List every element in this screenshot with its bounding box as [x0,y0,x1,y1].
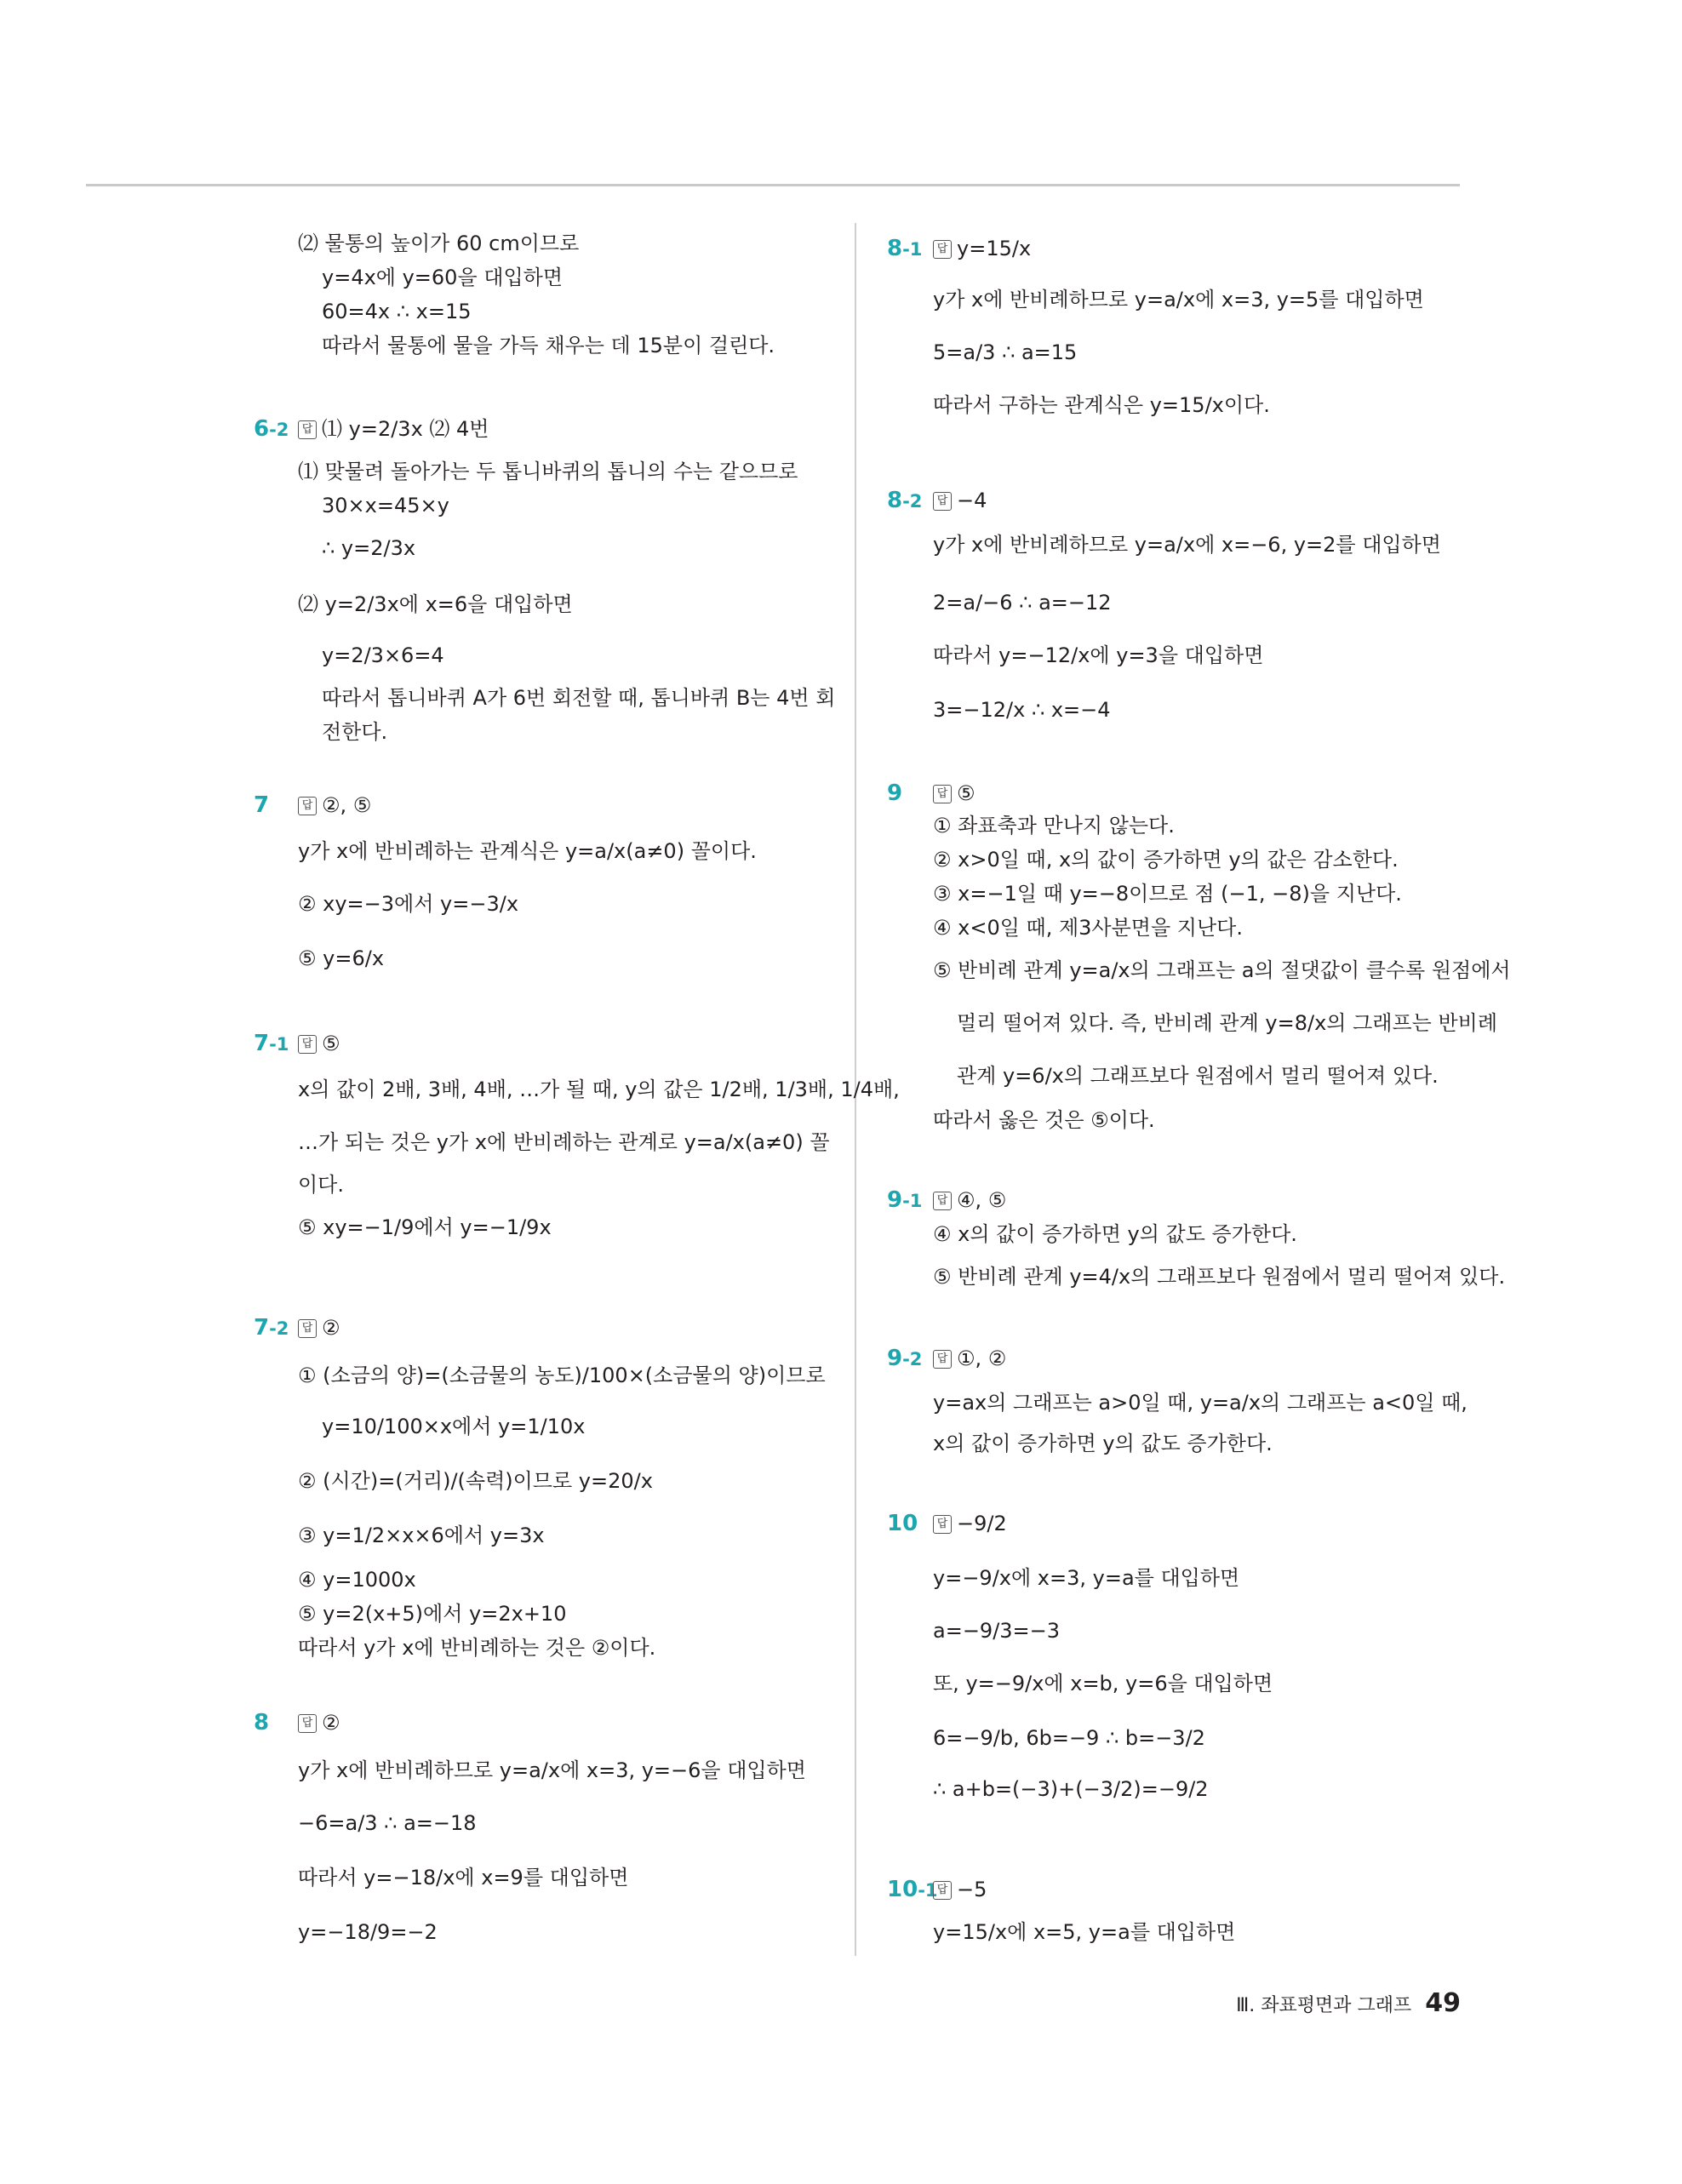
problem-number: 9-1 [887,1187,923,1213]
text-line: 따라서 구하는 관계식은 y=15/x이다. [933,393,1270,417]
math-line: y=2/3×6=4 [322,643,444,667]
answer-line [933,1183,1006,1217]
answer-text: y=15/x [957,237,1032,260]
answer-line [933,483,987,517]
text-line: 따라서 톱니바퀴 A가 6번 회전할 때, 톱니바퀴 B는 4번 회 [322,686,836,710]
answer-icon: 답 [933,1350,952,1369]
page-footer [1236,1988,1461,2018]
text-line: y가 x에 반비례하므로 y=a/x에 x=3, y=−6을 대입하면 [298,1758,806,1782]
problem-number: 9 [887,780,903,806]
problem-number: 7-1 [254,1031,289,1056]
page-number: 49 [1425,1988,1461,2018]
problem-number: 8-1 [887,236,923,261]
answer-line [298,1026,340,1061]
answer-text: ⑤ [957,781,975,805]
answer-line [933,232,1031,266]
text-line: ① 좌표축과 만나지 않는다. [933,814,1175,838]
math-line: y=−9/x에 x=3, y=a를 대입하면 [933,1566,1240,1590]
math-line: a=−9/3=−3 [933,1619,1061,1643]
problem-number: 7 [254,792,270,818]
math-line: −6=a/3 ∴ a=−18 [298,1811,477,1835]
answer-icon: 답 [933,1192,952,1210]
text-line: ⑤ 반비례 관계 y=a/x의 그래프는 a의 절댓값이 클수록 원점에서 [933,958,1511,982]
math-line: ② (시간)=(거리)/(속력)이므로 y=20/x [298,1469,653,1493]
math-line: ∴ a+b=(−3)+(−3/2)=−9/2 [933,1777,1209,1801]
answer-text: −5 [957,1878,987,1901]
text-line: 따라서 y가 x에 반비례하는 것은 ②이다. [298,1636,656,1660]
text-line: …가 되는 것은 y가 x에 반비례하는 관계로 y=a/x(a≠0) 꼴 [298,1130,830,1154]
math-line: 2=a/−6 ∴ a=−12 [933,591,1112,615]
math-line: y=−18/9=−2 [298,1920,438,1944]
math-line: ⑤ xy=−1/9에서 y=−1/9x [298,1215,552,1239]
answer-icon: 답 [933,785,952,803]
math-line: 30×x=45×y [322,494,449,517]
answer-line [298,1706,340,1740]
math-line: 5=a/3 ∴ a=15 [933,340,1078,364]
answer-line [933,1341,1006,1375]
text-line: ⑴ 맞물려 돌아가는 두 톱니바퀴의 톱니의 수는 같으므로 [298,460,798,483]
problem-number: 9-2 [887,1346,923,1371]
problem-number: 6-2 [254,416,289,442]
text-line: y=ax의 그래프는 a>0일 때, y=a/x의 그래프는 a<0일 때, [933,1391,1467,1415]
answer-text: −9/2 [957,1512,1007,1535]
text-line: ② x>0일 때, x의 값이 증가하면 y의 값은 감소한다. [933,848,1399,872]
answer-icon: 답 [298,1035,317,1054]
answer-icon: 답 [298,797,317,815]
answer-icon: 답 [298,1714,317,1733]
answer-text: ② [322,1316,340,1340]
text-line: 따라서 y=−18/x에 x=9를 대입하면 [298,1866,629,1890]
answer-line [298,788,371,822]
problem-number: 7-2 [254,1315,289,1341]
text-line: x의 값이 2배, 3배, 4배, …가 될 때, y의 값은 1/2배, 1/3배, 1/4배, [298,1078,900,1101]
answer-text: −4 [957,489,987,512]
answer-icon: 답 [298,1319,317,1338]
chapter-title: Ⅲ. 좌표평면과 그래프 [1236,1995,1412,2016]
math-line: ∴ y=2/3x [322,536,416,560]
text-line: ③ x=−1일 때 y=−8이므로 점 (−1, −8)을 지난다. [933,882,1402,906]
text-line: y가 x에 반비례하므로 y=a/x에 x=3, y=5를 대입하면 [933,288,1424,312]
math-line: ④ y=1000x [298,1568,416,1592]
problem-number: 10 [887,1511,918,1536]
answer-icon: 답 [298,420,317,439]
math-line: 3=−12/x ∴ x=−4 [933,698,1111,722]
answer-text: ①, ② [957,1346,1007,1370]
text-line: 멀리 떨어져 있다. 즉, 반비례 관계 y=8/x의 그래프는 반비례 [957,1011,1498,1035]
text-line: 관계 y=6/x의 그래프보다 원점에서 멀리 떨어져 있다. [957,1064,1439,1088]
answer-line [933,776,975,810]
answer-line [298,1311,340,1345]
text-line: ① (소금의 양)=(소금물의 농도)/100×(소금물의 양)이므로 [298,1364,826,1387]
math-line: ⑤ y=6/x [298,946,385,970]
text-line: ⑤ 반비례 관계 y=4/x의 그래프보다 원점에서 멀리 떨어져 있다. [933,1265,1506,1289]
text-line: 이다. [298,1173,344,1197]
text-line: ④ x의 값이 증가하면 y의 값도 증가한다. [933,1222,1297,1246]
answer-line [933,1507,1007,1541]
answer-text: ②, ⑤ [322,793,372,817]
math-line: 60=4x ∴ x=15 [322,300,472,323]
problem-number: 8-2 [887,488,923,513]
text-line: 전한다. [322,720,388,744]
answer-line [933,1872,987,1907]
problem-number: 8 [254,1710,270,1735]
answer-text: ⑴ y=2/3x ⑵ 4번 [322,417,489,441]
answer-icon: 답 [933,492,952,511]
math-line: ⑵ y=2/3x에 x=6을 대입하면 [298,592,573,616]
text-line: 따라서 y=−12/x에 y=3을 대입하면 [933,643,1264,667]
math-line: ② xy=−3에서 y=−3/x [298,892,519,916]
math-line: 6=−9/b, 6b=−9 ∴ b=−3/2 [933,1726,1205,1750]
answer-text: ④, ⑤ [957,1188,1007,1212]
answer-text: ② [322,1711,340,1735]
answer-icon: 답 [933,1881,952,1900]
text-line: x의 값이 증가하면 y의 값도 증가한다. [933,1432,1273,1455]
answer-icon: 답 [933,240,952,259]
text-line: 따라서 옳은 것은 ⑤이다. [933,1108,1155,1132]
text-line: ④ x<0일 때, 제3사분면을 지난다. [933,916,1243,940]
math-line: y=15/x에 x=5, y=a를 대입하면 [933,1920,1236,1944]
math-line: ③ y=1/2×x×6에서 y=3x [298,1524,545,1547]
text-line: y가 x에 반비례하므로 y=a/x에 x=−6, y=2를 대입하면 [933,533,1441,557]
answer-icon: 답 [933,1515,952,1534]
answer-line [298,412,489,446]
text-line: y가 x에 반비례하는 관계식은 y=a/x(a≠0) 꼴이다. [298,839,757,863]
text-line: 따라서 물통에 물을 가득 채우는 데 15분이 걸린다. [322,334,775,357]
math-line: y=4x에 y=60을 대입하면 [322,266,563,289]
text-line: ⑵ 물통의 높이가 60 cm이므로 [298,232,580,255]
problem-number: 10-1 [887,1877,938,1902]
math-line: ⑤ y=2(x+5)에서 y=2x+10 [298,1602,567,1626]
answer-text: ⑤ [322,1032,340,1055]
math-line: 또, y=−9/x에 x=b, y=6을 대입하면 [933,1672,1273,1695]
math-line: y=10/100×x에서 y=1/10x [322,1415,586,1438]
